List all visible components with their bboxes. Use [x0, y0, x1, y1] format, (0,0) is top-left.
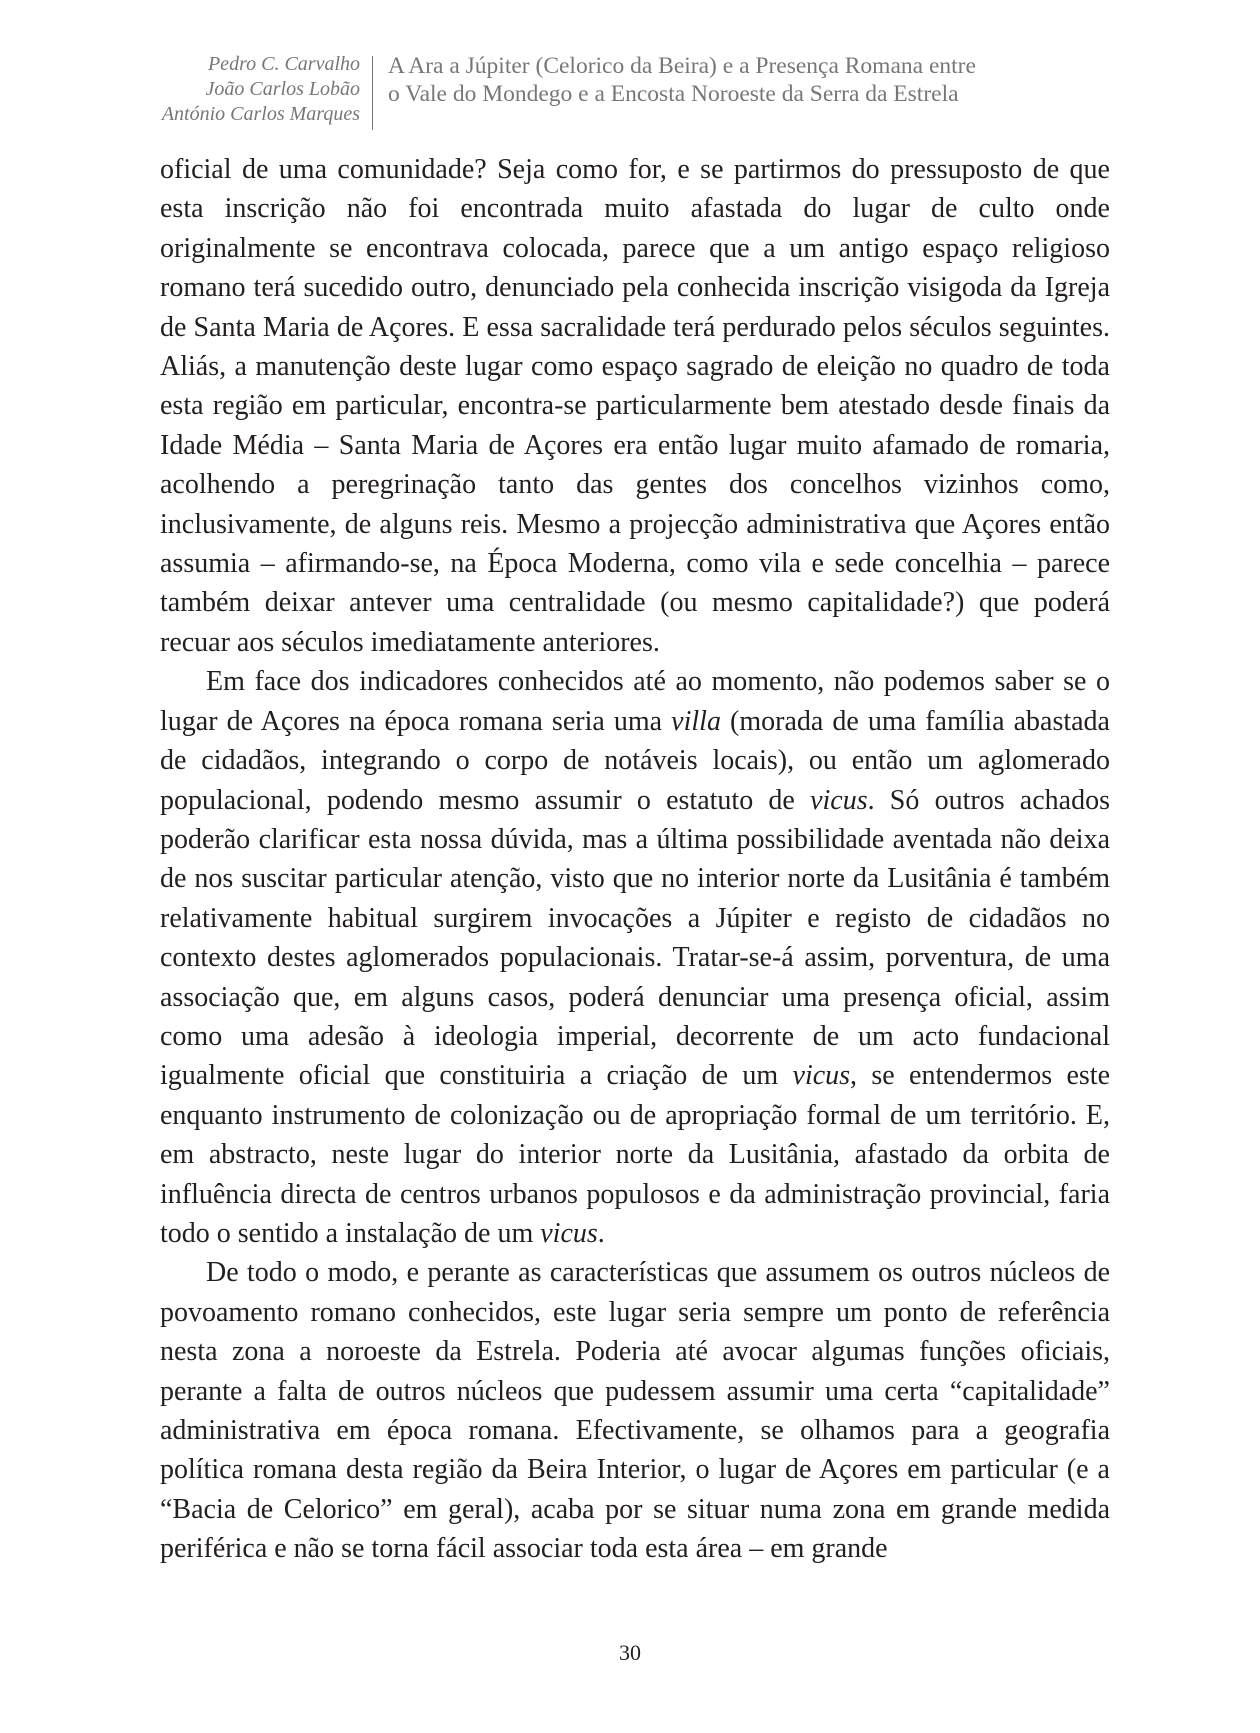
header-title-line: A Ara a Júpiter (Celorico da Beira) e a Presença Romana entre	[388, 53, 976, 79]
italic-term: villa	[671, 705, 721, 737]
running-header	[0, 52, 1260, 132]
paragraph	[160, 662, 1110, 1253]
author-name: António Carlos Marques	[161, 103, 360, 125]
text-run: Em face dos indicadores conhecidos até ao momento, não podemos saber se o lugar de Açores na época romana seria uma	[160, 666, 1110, 737]
text-run: .	[597, 1217, 605, 1249]
italic-term: vicus	[540, 1217, 598, 1249]
header-divider	[372, 56, 373, 130]
page-number: 30	[619, 1640, 641, 1665]
header-authors	[162, 52, 360, 127]
text-run: , se entendermos este enquanto instrumento de colonização ou de apropriação formal de um território. E, em abstracto, neste lugar do interior norte da Lusitânia, afastado da orbita de influência directa de centros urbanos populosos e da administração provincial, faria todo o sentido a instalação de um	[160, 1060, 1110, 1249]
author-name: Pedro C. Carvalho	[207, 53, 360, 75]
italic-term: vicus	[810, 784, 868, 816]
text-run: . Só outros achados poderão clarificar esta nossa dúvida, mas a última possibilidade aventada não deixa de nos suscitar particular atenção, visto que no interior norte da Lusitânia é também relativamente habitual surgirem invocações a Júpiter e registo de cidadãos no contexto destes aglomerados populacionais. Tratar-se-á assim, porventura, de uma associação que, em alguns casos, poderá denunciar uma presença oficial, assim como uma adesão à ideologia imperial, decorrente de um acto fundacional igualmente oficial que constituiria a criação de um	[160, 784, 1110, 1092]
header-title	[388, 52, 976, 108]
author-name: João Carlos Lobão	[205, 78, 360, 100]
paragraph: De todo o modo, e perante as características que assumem os outros núcleos de povoamento romano conhecidos, este lugar seria sempre um ponto de referência nesta zona a noroeste da Estrela. Poderia até avocar algumas funções oficiais, perante a falta de outros núcleos que pudessem assumir uma certa “capitalidade” administrativa em época romana. Efectivamente, se olhamos para a geografia política romana desta região da Beira Interior, o lugar de Açores em particular (e a “Bacia de Celorico” em geral), acaba por se situar numa zona em grande medida periférica e não se torna fácil associar toda esta área – em grande	[160, 1257, 1110, 1565]
paragraph: oficial de uma comunidade? Seja como for, e se partirmos do pressuposto de que esta inscrição não foi encontrada muito afastada do lugar de culto onde originalmente se encontrava colocada, parece que a um antigo espaço religioso romano terá sucedido outro, denunciado pela conhecida inscrição visigoda da Igreja de Santa Maria de Açores. E essa sacralidade terá perdurado pelos séculos seguintes. Aliás, a manutenção deste lugar como espaço sagrado de eleição no quadro de toda esta região em particular, encontra-se particularmente bem atestado desde finais da Idade Média – Santa Maria de Açores era então lugar muito afamado de romaria, acolhendo a peregrinação tanto das gentes dos concelhos vizinhos como, inclusivamente, de alguns reis. Mesmo a projecção administrativa que Açores então assumia – afirmando-se, na Época Moderna, como vila e sede concelhia – parece também deixar antever uma centralidade (ou mesmo capitalidade?) que poderá recuar aos séculos imediatamente anteriores.	[160, 154, 1110, 658]
text-run: (morada de uma família abastada de cidadãos, integrando o corpo de notáveis locais), ou então um aglomerado populacional, podendo mesmo assumir o estatuto de	[160, 705, 1110, 816]
header-title-line: o Vale do Mondego e a Encosta Noroeste da Serra da Estrela	[388, 81, 959, 107]
italic-term: vicus	[792, 1060, 851, 1092]
body-text	[160, 150, 1110, 1569]
